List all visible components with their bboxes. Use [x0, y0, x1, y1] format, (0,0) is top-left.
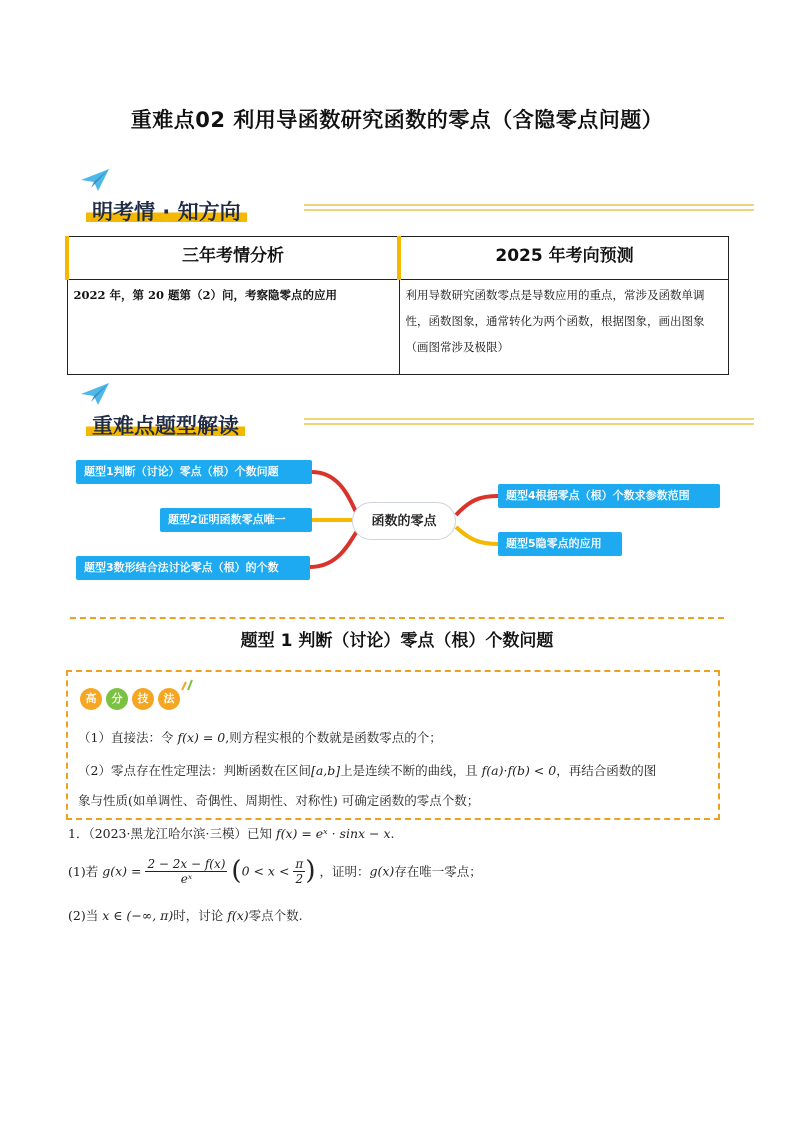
question-text: . — [390, 826, 395, 841]
badge-char: 法 — [158, 688, 180, 710]
tip-1 — [78, 727, 442, 749]
fraction-denominator: 2 — [295, 871, 304, 886]
math-expression: g(x) = — [102, 863, 142, 879]
badge-char: 技 — [132, 688, 154, 710]
math-expression: f(a)·f(b) < 0 — [481, 763, 557, 778]
math-expression: x ∈ (−∞, π) — [102, 908, 174, 923]
page-title: 重难点02 利用导函数研究函数的零点（含隐零点问题） — [130, 108, 664, 132]
tip-text: 上是连续不断的曲线，且 — [340, 763, 482, 778]
fraction-denominator: eˣ — [180, 871, 193, 886]
branch-line — [456, 496, 498, 515]
math-expression: f(x) = eˣ · sinx − x — [275, 826, 391, 841]
mindmap-node-type4: 题型4根据零点（根）个数求参数范围 — [498, 484, 720, 508]
math-expression: 0 < x < — [241, 863, 290, 879]
section-label: 重难点题型解读 — [86, 408, 245, 440]
paren-left: ( — [231, 856, 242, 886]
branch-line — [310, 530, 358, 567]
mindmap-node-type5: 题型5隐零点的应用 — [498, 532, 622, 556]
table-cell: 利用导数研究函数零点是导数应用的重点，常涉及函数单调性，函数图象，通常转化为两个函数，根据图象，画出图象（画图常涉及极限） — [399, 280, 729, 375]
mindmap-center: 函数的零点 — [352, 502, 456, 540]
branch-line — [456, 527, 498, 544]
mindmap-node-type3: 题型3数形结合法讨论零点（根）的个数 — [76, 556, 310, 580]
dashed-divider — [70, 617, 724, 619]
branch-line — [312, 472, 356, 512]
question-text: (1)若 — [68, 864, 103, 879]
math-expression: [a,b] — [310, 763, 341, 778]
fraction-numerator: π — [295, 856, 304, 871]
tip-text: ,则方程实根的个数就是函数零点的个； — [225, 730, 442, 745]
fraction — [145, 857, 227, 886]
question-stem — [68, 824, 395, 842]
question-text: 存在唯一零点； — [394, 864, 482, 879]
math-expression: f(x) = 0 — [177, 730, 226, 745]
table-header: 三年考情分析 — [67, 237, 399, 280]
math-expression: f(x) — [227, 908, 249, 923]
question-text: ，证明： — [319, 864, 370, 879]
section-label: 明考情 · 知方向 — [86, 194, 247, 226]
tip-2 — [78, 760, 656, 782]
mindmap-node-type1: 题型1判断（讨论）零点（根）个数问题 — [76, 460, 312, 484]
paren-right: ) — [305, 856, 316, 886]
fraction-numerator: 2 − 2x − f(x) — [147, 856, 226, 871]
table-header: 2025 年考向预测 — [399, 237, 729, 280]
badge-char: 高 — [80, 688, 102, 710]
question-part-1 — [68, 856, 482, 886]
table-cell: 2022 年，第 20 题第（2）问，考察隐零点的应用 — [67, 280, 399, 375]
question-type-title: 题型 1 判断（讨论）零点（根）个数问题 — [240, 631, 554, 651]
question-part-2 — [68, 906, 303, 924]
fraction — [293, 857, 305, 886]
question-text: (2)当 — [68, 908, 103, 923]
question-text: 零点个数. — [248, 908, 303, 923]
question-text: 1．（2023·黑龙江哈尔滨·三模）已知 — [68, 826, 276, 841]
question-text: 时，讨论 — [173, 908, 228, 923]
mindmap-node-type2: 题型2证明函数零点唯一 — [160, 508, 312, 532]
tip-text: （2）零点存在性定理法：判断函数在区间 — [78, 763, 311, 778]
badge-char: 分 — [106, 688, 128, 710]
tip-text: ，再结合函数的图 — [556, 763, 657, 778]
math-expression: g(x) — [369, 863, 395, 879]
tip-2-line2: 象与性质(如单调性、奇偶性、周期性、对称性) 可确定函数的零点个数； — [78, 793, 480, 808]
sparkle-icon — [180, 678, 196, 692]
tip-text: （1）直接法：令 — [78, 730, 178, 745]
